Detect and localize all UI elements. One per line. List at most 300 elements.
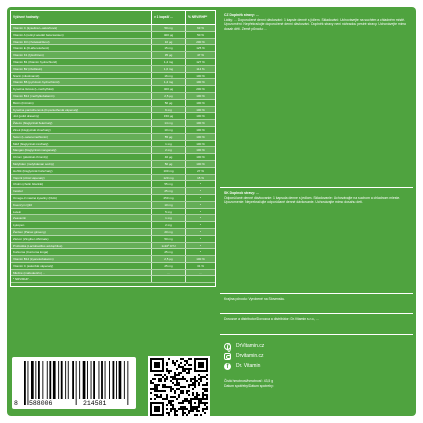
qr-module xyxy=(150,392,152,394)
qr-module xyxy=(204,384,206,386)
nutrient-name: Měď (bisglycinát měďnatý) xyxy=(13,141,49,146)
qr-module xyxy=(172,362,174,364)
qr-module xyxy=(174,376,176,378)
qr-module xyxy=(172,408,174,410)
qr-module xyxy=(154,394,156,396)
table-header xyxy=(11,11,215,25)
qr-module xyxy=(180,358,182,360)
facebook-icon: f xyxy=(224,363,231,370)
nutrient-name: Zinek (bisglycinát zinečnatý) xyxy=(13,127,51,132)
qr-module xyxy=(184,412,186,414)
expiry-label: Datum spotřeby/Dátum spotreby: xyxy=(224,383,274,388)
nutrient-name: Kyselina pantothenová (D-pantothenát vápenatý) xyxy=(13,107,79,112)
qr-module xyxy=(174,384,176,386)
qr-module xyxy=(184,406,186,408)
qr-module xyxy=(200,398,202,400)
qr-module xyxy=(174,410,176,412)
qr-module xyxy=(182,408,184,410)
qr-module xyxy=(188,384,190,386)
amount-value: 150 µg xyxy=(151,113,185,119)
qr-module xyxy=(188,372,190,374)
qr-module xyxy=(182,358,184,360)
qr-module xyxy=(160,394,162,396)
cz-text: Látky: ... Doporučené denní dávkování: 1 kapsle denně s jídlem. Skladování: Uchovávejte na suchém a chladném místě. Upozornění: Nepřekračujte doporučené denní dávkování. Doplněk stravy není náhradou pestré stravy. Uchovávejte mimo dosah dětí. Země původu: ... xyxy=(224,17,407,31)
table-row xyxy=(11,52,215,59)
qr-module xyxy=(172,396,174,398)
qr-module xyxy=(202,402,204,404)
qr-module xyxy=(180,408,182,410)
nutrient-name: Mléčné (maltodextrin) ... xyxy=(13,270,46,275)
qr-module xyxy=(162,386,164,388)
amount-value: 40 µg xyxy=(151,154,185,160)
qr-module xyxy=(192,410,194,412)
amount-value: 20 mg xyxy=(151,229,185,235)
instagram-link[interactable] xyxy=(224,351,409,361)
table-row xyxy=(11,229,215,236)
table-row xyxy=(11,32,215,39)
qr-module xyxy=(170,408,172,410)
nrv-value: * xyxy=(185,195,215,201)
nutrient-name: Vitamin E (D-alfa tokoferol) xyxy=(13,46,49,51)
nrv-value: 100 % xyxy=(185,134,215,140)
qr-module xyxy=(166,368,168,370)
qr-module xyxy=(178,394,180,396)
net-weight: Čistá hmotnost/hmotnosť: 43,5 g xyxy=(224,379,274,383)
qr-module xyxy=(164,380,166,382)
table-row xyxy=(11,93,215,100)
qr-module xyxy=(196,380,198,382)
table-row xyxy=(11,127,215,134)
amount-value: 25 mg xyxy=(151,249,185,255)
qr-module xyxy=(206,394,208,396)
qr-module xyxy=(206,388,208,390)
nrv-value: 50 % xyxy=(185,32,215,38)
qr-module xyxy=(182,370,184,372)
qr-module xyxy=(160,396,162,398)
amount-value xyxy=(151,276,185,282)
qr-module xyxy=(184,360,186,362)
table-row xyxy=(11,188,215,195)
qr-module xyxy=(170,400,172,402)
qr-module xyxy=(174,372,176,374)
qr-module xyxy=(186,392,188,394)
qr-module xyxy=(192,408,194,410)
qr-module xyxy=(170,386,172,388)
qr-module xyxy=(152,378,154,380)
qr-module xyxy=(160,390,162,392)
barcode-bar xyxy=(87,361,88,399)
qr-module xyxy=(178,396,180,398)
amount-value: 2 mg xyxy=(151,222,185,228)
distributor-text: Dovozce a distributor/Dovozca a distribútor: Dr.Vitamin s.r.o., ... xyxy=(224,317,320,321)
table-row xyxy=(11,202,215,209)
qr-module xyxy=(178,384,180,386)
barcode-left-digits: 588006 xyxy=(29,400,53,407)
qr-module xyxy=(202,394,204,396)
nrv-value: 31 % xyxy=(185,263,215,269)
qr-module xyxy=(200,414,202,416)
nrv-value xyxy=(185,276,215,282)
qr-module xyxy=(186,408,188,410)
qr-module xyxy=(202,410,204,412)
qr-module xyxy=(172,404,174,406)
qr-module xyxy=(188,370,190,372)
table-row xyxy=(11,270,215,277)
qr-module xyxy=(176,374,178,376)
nutrient-name: Zeaxantin xyxy=(13,216,27,221)
qr-module xyxy=(188,394,190,396)
instagram-icon xyxy=(224,353,231,360)
qr-module xyxy=(168,358,170,360)
nrv-value: 100 % xyxy=(185,141,215,147)
qr-module xyxy=(196,396,198,398)
qr-module xyxy=(190,384,192,386)
nrv-value: 127 % xyxy=(185,59,215,65)
table-row xyxy=(11,147,215,154)
website-text: DrVitamin.cz xyxy=(236,343,265,349)
qr-module xyxy=(190,368,192,370)
website-link[interactable] xyxy=(224,341,409,351)
nutrient-name: Cholin (cholin bitartrát) xyxy=(13,182,44,187)
qr-module xyxy=(172,360,174,362)
qr-module xyxy=(194,384,196,386)
nutrient-name: Chrom (pikolinát chromitý) xyxy=(13,155,49,160)
qr-module xyxy=(186,372,188,374)
table-row xyxy=(11,215,215,222)
qr-module xyxy=(186,390,188,392)
qr-module xyxy=(198,362,204,368)
nutrient-name: Vitamin C (kyselina L-askorbová) xyxy=(13,26,57,30)
qr-module xyxy=(174,374,176,376)
qr-module xyxy=(174,396,176,398)
amount-value: 2,5 µg xyxy=(151,256,185,262)
qr-module xyxy=(188,412,190,414)
qr-module xyxy=(194,380,196,382)
qr-module xyxy=(194,382,196,384)
table-row xyxy=(11,39,215,46)
qr-module xyxy=(172,378,174,380)
amount-value: 400 µg xyxy=(151,32,185,38)
nrv-value: * xyxy=(185,229,215,235)
qr-module xyxy=(196,392,198,394)
barcode-right-digits: 214581 xyxy=(83,400,107,407)
qr-module xyxy=(166,378,168,380)
qr-module xyxy=(182,376,184,378)
qr-module xyxy=(204,398,206,400)
facebook-text: Dr. Vitamin xyxy=(236,363,261,369)
qr-module xyxy=(182,366,184,368)
amount-value: 50 mg xyxy=(151,25,185,31)
amount-value: 25 mg xyxy=(151,263,185,269)
qr-module xyxy=(194,414,196,416)
nrv-value: 100 % xyxy=(185,107,215,113)
nrv-value: 100 % xyxy=(185,161,215,167)
table-row xyxy=(11,25,215,32)
nutrient-name: Vitamin A (retinyl acetát/ beta karoten) xyxy=(13,32,64,37)
product-label xyxy=(7,7,416,416)
nutrient-name: Vitamin B12 (methylkobalamin) xyxy=(13,93,55,98)
barcode-bar xyxy=(119,361,122,399)
qr-module xyxy=(188,358,190,360)
qr-module xyxy=(174,362,176,364)
cz-heading: CZ Doplněk stravy: ... xyxy=(224,13,259,17)
qr-module xyxy=(178,374,180,376)
qr-module xyxy=(158,390,160,392)
qr-module xyxy=(168,414,170,416)
amount-value: 2,5 µg xyxy=(151,93,185,99)
nutrient-name: Ženšen (Panax ginseng) xyxy=(13,229,46,234)
qr-module xyxy=(166,404,168,406)
amount-value: ... xyxy=(151,270,185,276)
info-column xyxy=(220,10,413,413)
table-row xyxy=(11,154,215,161)
nutrient-name: Vitamin D3 (cholekalciferol) xyxy=(13,39,50,44)
qr-module xyxy=(174,412,176,414)
qr-module xyxy=(190,380,192,382)
distributor-section xyxy=(220,314,413,335)
qr-module xyxy=(192,382,194,384)
qr-module xyxy=(176,384,178,386)
qr-module xyxy=(170,380,172,382)
table-row xyxy=(11,276,215,283)
qr-module xyxy=(202,408,204,410)
nrv-value: * xyxy=(185,188,215,194)
qr-module xyxy=(194,378,196,380)
qr-module xyxy=(176,398,178,400)
qr-module xyxy=(182,386,184,388)
table-row xyxy=(11,161,215,168)
amount-value: 10 µg xyxy=(151,39,185,45)
qr-code[interactable] xyxy=(148,356,210,416)
amount-value: 100 mg xyxy=(151,168,185,174)
qr-module xyxy=(206,402,208,404)
qr-module xyxy=(198,374,200,376)
nutrient-name: Lutein xyxy=(13,209,22,214)
nutrient-name: Probiotika (Lactobacillus acidophilus) xyxy=(13,243,63,248)
nrv-value: * xyxy=(185,215,215,221)
qr-module xyxy=(174,364,176,366)
table-row xyxy=(11,181,215,188)
barcode-bar xyxy=(105,361,106,399)
qr-module xyxy=(184,370,186,372)
qr-module xyxy=(206,378,208,380)
header-nrv: % NRV/RHP* xyxy=(185,11,215,24)
qr-module xyxy=(172,406,174,408)
qr-module xyxy=(188,390,190,392)
barcode-bar xyxy=(83,361,86,399)
amount-value: 1,6 mg xyxy=(151,66,185,72)
barcode-bar xyxy=(31,361,34,399)
qr-module xyxy=(198,378,200,380)
nrv-value: 100 % xyxy=(185,120,215,126)
qr-module xyxy=(162,390,164,392)
qr-module xyxy=(156,394,158,396)
qr-module xyxy=(170,370,172,372)
qr-module xyxy=(176,368,178,370)
qr-module xyxy=(168,370,170,372)
nrv-value: * xyxy=(185,236,215,242)
nutrient-name: Lykopen xyxy=(13,223,25,228)
barcode-bar xyxy=(65,361,66,399)
qr-module xyxy=(178,408,180,410)
qr-module xyxy=(174,408,176,410)
qr-module xyxy=(176,380,178,382)
qr-module xyxy=(206,396,208,398)
qr-module xyxy=(168,386,170,388)
qr-module xyxy=(196,414,198,416)
qr-module xyxy=(164,398,166,400)
nutrient-name: Niacin (nikotinamid) xyxy=(13,73,40,78)
nrv-value: 63 % xyxy=(185,25,215,31)
qr-module xyxy=(192,384,194,386)
qr-module xyxy=(190,408,192,410)
barcode-bar xyxy=(72,361,74,399)
qr-module xyxy=(182,390,184,392)
nutrient-name: Vitamin B6 (pyridoxin hydrochlorid) xyxy=(13,80,60,85)
barcode-bar xyxy=(35,361,36,399)
qr-module xyxy=(154,378,156,380)
qr-module xyxy=(160,374,162,376)
origin-section xyxy=(220,294,413,314)
qr-module xyxy=(154,406,160,412)
qr-module xyxy=(180,386,182,388)
qr-module xyxy=(190,358,192,360)
qr-module xyxy=(154,374,156,376)
barcode-bar xyxy=(79,361,80,399)
qr-module xyxy=(158,374,160,376)
qr-module xyxy=(204,390,206,392)
qr-module xyxy=(168,400,170,402)
qr-module xyxy=(184,400,186,402)
barcode-bar xyxy=(124,361,125,399)
barcode-bar xyxy=(61,361,63,399)
qr-module xyxy=(164,384,166,386)
nrv-value: * xyxy=(185,181,215,187)
nrv-value: 100 % xyxy=(185,256,215,262)
qr-module xyxy=(180,392,182,394)
table-row xyxy=(11,86,215,93)
qr-module xyxy=(196,394,198,396)
amount-value: 50 µg xyxy=(151,161,185,167)
nutrient-name: Vápník (citrát vápenatý) xyxy=(13,175,45,180)
qr-module xyxy=(166,396,168,398)
barcode-bar xyxy=(58,361,59,399)
qr-module xyxy=(158,380,160,382)
qr-module xyxy=(188,402,190,404)
barcode-bar xyxy=(38,361,40,399)
table-row xyxy=(11,134,215,141)
table-row xyxy=(11,249,215,256)
qr-module xyxy=(168,412,170,414)
qr-module xyxy=(206,408,208,410)
qr-module xyxy=(190,378,192,380)
amount-value: 25 mg xyxy=(151,188,185,194)
qr-module xyxy=(158,396,160,398)
qr-module xyxy=(182,414,184,416)
qr-pattern xyxy=(150,358,208,416)
nrv-value: 100 % xyxy=(185,79,215,85)
qr-module xyxy=(192,388,194,390)
qr-module xyxy=(186,360,188,362)
table-row xyxy=(11,120,215,127)
qr-module xyxy=(162,398,164,400)
nutrient-name: Vitamin C (askorbát vápenatý) xyxy=(13,263,54,268)
qr-module xyxy=(150,398,152,400)
qr-module xyxy=(178,366,180,368)
nutrient-name: Omega-3 mastné kyseliny (DHA) xyxy=(13,195,57,200)
qr-module xyxy=(200,376,202,378)
nrv-value: 125 % xyxy=(185,45,215,51)
qr-module xyxy=(194,396,196,398)
nutrient-name: Kurkuma (Curcuma longa) xyxy=(13,250,49,255)
qr-module xyxy=(182,412,184,414)
qr-module xyxy=(188,364,190,366)
table-row xyxy=(11,195,215,202)
qr-module xyxy=(200,402,202,404)
amount-value: 10 mg xyxy=(151,127,185,133)
table-row xyxy=(11,168,215,175)
qr-module xyxy=(202,376,204,378)
qr-module xyxy=(178,382,180,384)
social-links xyxy=(220,335,413,377)
qr-module xyxy=(206,382,208,384)
qr-module xyxy=(202,388,204,390)
nutrient-name: Vitamin B12 (kyanokobalamin) xyxy=(13,257,54,262)
nrv-value: 200 % xyxy=(185,39,215,45)
qr-module xyxy=(206,398,208,400)
qr-module xyxy=(192,394,194,396)
qr-module xyxy=(166,394,168,396)
barcode-bar xyxy=(53,361,56,399)
table-row xyxy=(11,175,215,182)
qr-module xyxy=(198,410,200,412)
nrv-value: 100 % xyxy=(185,147,215,153)
table-row xyxy=(11,209,215,216)
facebook-link[interactable] xyxy=(224,361,409,371)
qr-module xyxy=(166,398,168,400)
amount-value: 55 µg xyxy=(151,134,185,140)
table-row xyxy=(11,100,215,107)
barcode-bar xyxy=(127,361,128,405)
amount-value: 1 mg xyxy=(151,141,185,147)
nutrient-name: Biotin (D-biotin) xyxy=(13,100,34,105)
table-row xyxy=(11,113,215,120)
barcode-bar xyxy=(101,361,103,399)
amount-value: 55 mg xyxy=(151,181,185,187)
qr-module xyxy=(202,384,204,386)
amount-value: 1 mg xyxy=(151,215,185,221)
qr-module xyxy=(194,376,196,378)
nrv-value: 15 % xyxy=(185,175,215,181)
qr-module xyxy=(164,378,166,380)
table-row xyxy=(11,141,215,148)
amount-value: 5 mg xyxy=(151,209,185,215)
qr-module xyxy=(182,402,184,404)
qr-module xyxy=(156,396,158,398)
qr-module xyxy=(154,362,160,368)
nrv-value: 114 % xyxy=(185,66,215,72)
nrv-value: 100 % xyxy=(185,127,215,133)
nutrient-name: Železo (bisglycinát železnatý) xyxy=(13,121,53,126)
qr-module xyxy=(204,376,206,378)
qr-module xyxy=(186,398,188,400)
nutrient-name: Koenzym Q10 xyxy=(13,202,33,207)
qr-module xyxy=(202,396,204,398)
qr-module xyxy=(164,386,166,388)
qr-module xyxy=(178,378,180,380)
amount-value: 35 µg xyxy=(151,52,185,58)
nrv-value: 100 % xyxy=(185,73,215,79)
